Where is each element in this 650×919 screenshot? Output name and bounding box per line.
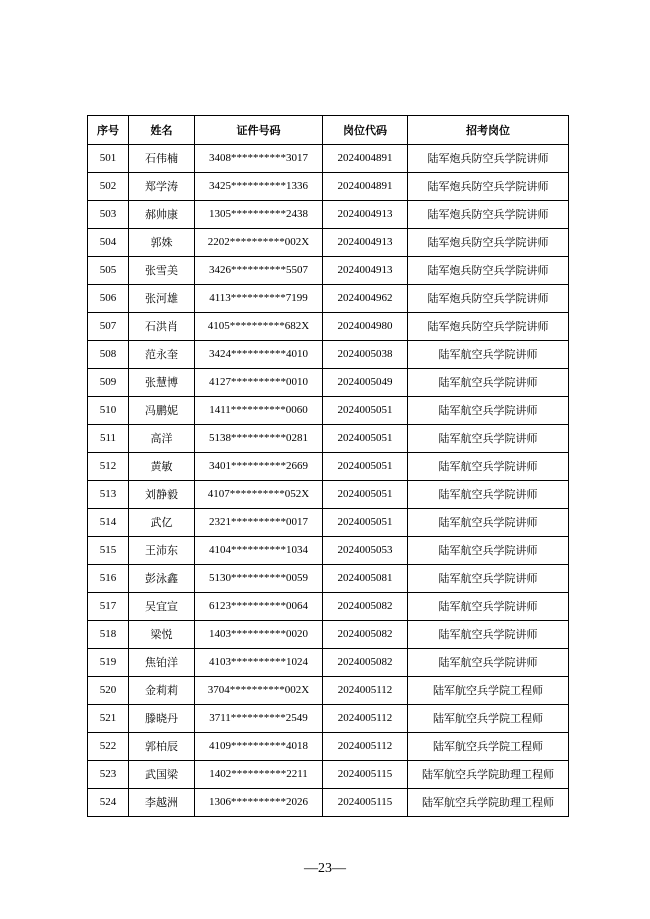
post-code-cell: 2024005082 <box>323 621 408 649</box>
post-cell: 陆军航空兵学院助理工程师 <box>408 761 569 789</box>
seq-cell: 507 <box>88 313 129 341</box>
seq-cell: 509 <box>88 369 129 397</box>
post-code-cell: 2024004962 <box>323 285 408 313</box>
table-row <box>88 789 569 817</box>
post-cell: 陆军炮兵防空兵学院讲师 <box>408 229 569 257</box>
id-number-cell: 4109**********4018 <box>195 733 323 761</box>
post-cell: 陆军航空兵学院讲师 <box>408 481 569 509</box>
page-number: —23— <box>304 861 346 876</box>
id-number-cell: 4127**********0010 <box>195 369 323 397</box>
name-cell: 石伟楠 <box>129 145 195 173</box>
post-code-cell: 2024005038 <box>323 341 408 369</box>
id-number-cell: 3401**********2669 <box>195 453 323 481</box>
id-number-cell: 5130**********0059 <box>195 565 323 593</box>
id-number-cell: 4105**********682X <box>195 313 323 341</box>
name-cell: 张雪美 <box>129 257 195 285</box>
post-cell: 陆军航空兵学院讲师 <box>408 425 569 453</box>
post-cell: 陆军航空兵学院讲师 <box>408 397 569 425</box>
table-row <box>88 341 569 369</box>
name-cell: 武国梁 <box>129 761 195 789</box>
post-cell: 陆军航空兵学院讲师 <box>408 649 569 677</box>
id-number-cell: 5138**********0281 <box>195 425 323 453</box>
name-cell: 金莉莉 <box>129 677 195 705</box>
post-code-cell: 2024005115 <box>323 789 408 817</box>
post-code-cell: 2024005112 <box>323 705 408 733</box>
name-cell: 武亿 <box>129 509 195 537</box>
header-seq: 序号 <box>88 116 129 145</box>
id-number-cell: 4103**********1024 <box>195 649 323 677</box>
seq-cell: 522 <box>88 733 129 761</box>
name-cell: 范永奎 <box>129 341 195 369</box>
seq-cell: 518 <box>88 621 129 649</box>
table-row <box>88 481 569 509</box>
post-code-cell: 2024005112 <box>323 677 408 705</box>
name-cell: 刘静毅 <box>129 481 195 509</box>
seq-cell: 516 <box>88 565 129 593</box>
post-cell: 陆军炮兵防空兵学院讲师 <box>408 173 569 201</box>
name-cell: 张河雄 <box>129 285 195 313</box>
post-code-cell: 2024005051 <box>323 481 408 509</box>
header-post: 招考岗位 <box>408 116 569 145</box>
post-code-cell: 2024004913 <box>323 257 408 285</box>
seq-cell: 514 <box>88 509 129 537</box>
post-code-cell: 2024005112 <box>323 733 408 761</box>
id-number-cell: 4113**********7199 <box>195 285 323 313</box>
post-cell: 陆军航空兵学院工程师 <box>408 677 569 705</box>
table-row <box>88 229 569 257</box>
post-code-cell: 2024005049 <box>323 369 408 397</box>
post-code-cell: 2024005082 <box>323 649 408 677</box>
table-row <box>88 649 569 677</box>
post-code-cell: 2024005051 <box>323 509 408 537</box>
post-cell: 陆军炮兵防空兵学院讲师 <box>408 201 569 229</box>
name-cell: 李越洲 <box>129 789 195 817</box>
table-row <box>88 621 569 649</box>
table-row <box>88 397 569 425</box>
table-row <box>88 257 569 285</box>
table-row <box>88 761 569 789</box>
name-cell: 黄敏 <box>129 453 195 481</box>
table-row <box>88 677 569 705</box>
id-number-cell: 3408**********3017 <box>195 145 323 173</box>
post-cell: 陆军炮兵防空兵学院讲师 <box>408 285 569 313</box>
post-cell: 陆军炮兵防空兵学院讲师 <box>408 257 569 285</box>
id-number-cell: 1403**********0020 <box>195 621 323 649</box>
seq-cell: 524 <box>88 789 129 817</box>
post-cell: 陆军炮兵防空兵学院讲师 <box>408 145 569 173</box>
id-number-cell: 3426**********5507 <box>195 257 323 285</box>
seq-cell: 505 <box>88 257 129 285</box>
post-cell: 陆军航空兵学院讲师 <box>408 593 569 621</box>
table-row <box>88 509 569 537</box>
header-id-number: 证件号码 <box>195 116 323 145</box>
post-code-cell: 2024004913 <box>323 201 408 229</box>
table-row <box>88 453 569 481</box>
name-cell: 梁悦 <box>129 621 195 649</box>
seq-cell: 504 <box>88 229 129 257</box>
post-code-cell: 2024005115 <box>323 761 408 789</box>
post-code-cell: 2024004891 <box>323 173 408 201</box>
id-number-cell: 1402**********2211 <box>195 761 323 789</box>
name-cell: 王沛东 <box>129 537 195 565</box>
table-row <box>88 313 569 341</box>
seq-cell: 506 <box>88 285 129 313</box>
post-cell: 陆军炮兵防空兵学院讲师 <box>408 313 569 341</box>
table-header-row <box>88 116 569 145</box>
seq-cell: 512 <box>88 453 129 481</box>
name-cell: 郭姝 <box>129 229 195 257</box>
table-row <box>88 537 569 565</box>
name-cell: 高洋 <box>129 425 195 453</box>
header-name: 姓名 <box>129 116 195 145</box>
post-cell: 陆军航空兵学院讲师 <box>408 621 569 649</box>
id-number-cell: 3704**********002X <box>195 677 323 705</box>
name-cell: 石洪肖 <box>129 313 195 341</box>
name-cell: 郭柏辰 <box>129 733 195 761</box>
post-code-cell: 2024005053 <box>323 537 408 565</box>
table-row <box>88 369 569 397</box>
post-cell: 陆军航空兵学院讲师 <box>408 369 569 397</box>
seq-cell: 501 <box>88 145 129 173</box>
post-cell: 陆军航空兵学院讲师 <box>408 565 569 593</box>
post-cell: 陆军航空兵学院工程师 <box>408 733 569 761</box>
table-row <box>88 705 569 733</box>
table-body <box>88 145 569 817</box>
name-cell: 滕晓丹 <box>129 705 195 733</box>
post-code-cell: 2024004913 <box>323 229 408 257</box>
table-row <box>88 285 569 313</box>
seq-cell: 519 <box>88 649 129 677</box>
seq-cell: 510 <box>88 397 129 425</box>
post-code-cell: 2024005051 <box>323 453 408 481</box>
seq-cell: 517 <box>88 593 129 621</box>
id-number-cell: 6123**********0064 <box>195 593 323 621</box>
table-row <box>88 173 569 201</box>
header-post-code: 岗位代码 <box>323 116 408 145</box>
id-number-cell: 1306**********2026 <box>195 789 323 817</box>
post-cell: 陆军航空兵学院助理工程师 <box>408 789 569 817</box>
post-code-cell: 2024005082 <box>323 593 408 621</box>
id-number-cell: 4107**********052X <box>195 481 323 509</box>
table-row <box>88 201 569 229</box>
table-row <box>88 565 569 593</box>
post-code-cell: 2024004980 <box>323 313 408 341</box>
seq-cell: 521 <box>88 705 129 733</box>
post-cell: 陆军航空兵学院工程师 <box>408 705 569 733</box>
id-number-cell: 3425**********1336 <box>195 173 323 201</box>
id-number-cell: 1305**********2438 <box>195 201 323 229</box>
name-cell: 冯鹏妮 <box>129 397 195 425</box>
seq-cell: 513 <box>88 481 129 509</box>
id-number-cell: 4104**********1034 <box>195 537 323 565</box>
table-row <box>88 145 569 173</box>
name-cell: 焦铂洋 <box>129 649 195 677</box>
post-code-cell: 2024005081 <box>323 565 408 593</box>
seq-cell: 502 <box>88 173 129 201</box>
seq-cell: 523 <box>88 761 129 789</box>
post-cell: 陆军航空兵学院讲师 <box>408 341 569 369</box>
name-cell: 郑学涛 <box>129 173 195 201</box>
seq-cell: 508 <box>88 341 129 369</box>
post-cell: 陆军航空兵学院讲师 <box>408 537 569 565</box>
seq-cell: 503 <box>88 201 129 229</box>
name-cell: 吴宜宣 <box>129 593 195 621</box>
id-number-cell: 2202**********002X <box>195 229 323 257</box>
table-row <box>88 593 569 621</box>
roster-table <box>87 115 569 817</box>
table-row <box>88 425 569 453</box>
name-cell: 彭泳鑫 <box>129 565 195 593</box>
post-cell: 陆军航空兵学院讲师 <box>408 453 569 481</box>
id-number-cell: 2321**********0017 <box>195 509 323 537</box>
post-code-cell: 2024005051 <box>323 397 408 425</box>
table-row <box>88 733 569 761</box>
post-cell: 陆军航空兵学院讲师 <box>408 509 569 537</box>
seq-cell: 515 <box>88 537 129 565</box>
name-cell: 张慧博 <box>129 369 195 397</box>
id-number-cell: 1411**********0060 <box>195 397 323 425</box>
id-number-cell: 3424**********4010 <box>195 341 323 369</box>
post-code-cell: 2024005051 <box>323 425 408 453</box>
seq-cell: 520 <box>88 677 129 705</box>
id-number-cell: 3711**********2549 <box>195 705 323 733</box>
post-code-cell: 2024004891 <box>323 145 408 173</box>
name-cell: 郝帅康 <box>129 201 195 229</box>
seq-cell: 511 <box>88 425 129 453</box>
